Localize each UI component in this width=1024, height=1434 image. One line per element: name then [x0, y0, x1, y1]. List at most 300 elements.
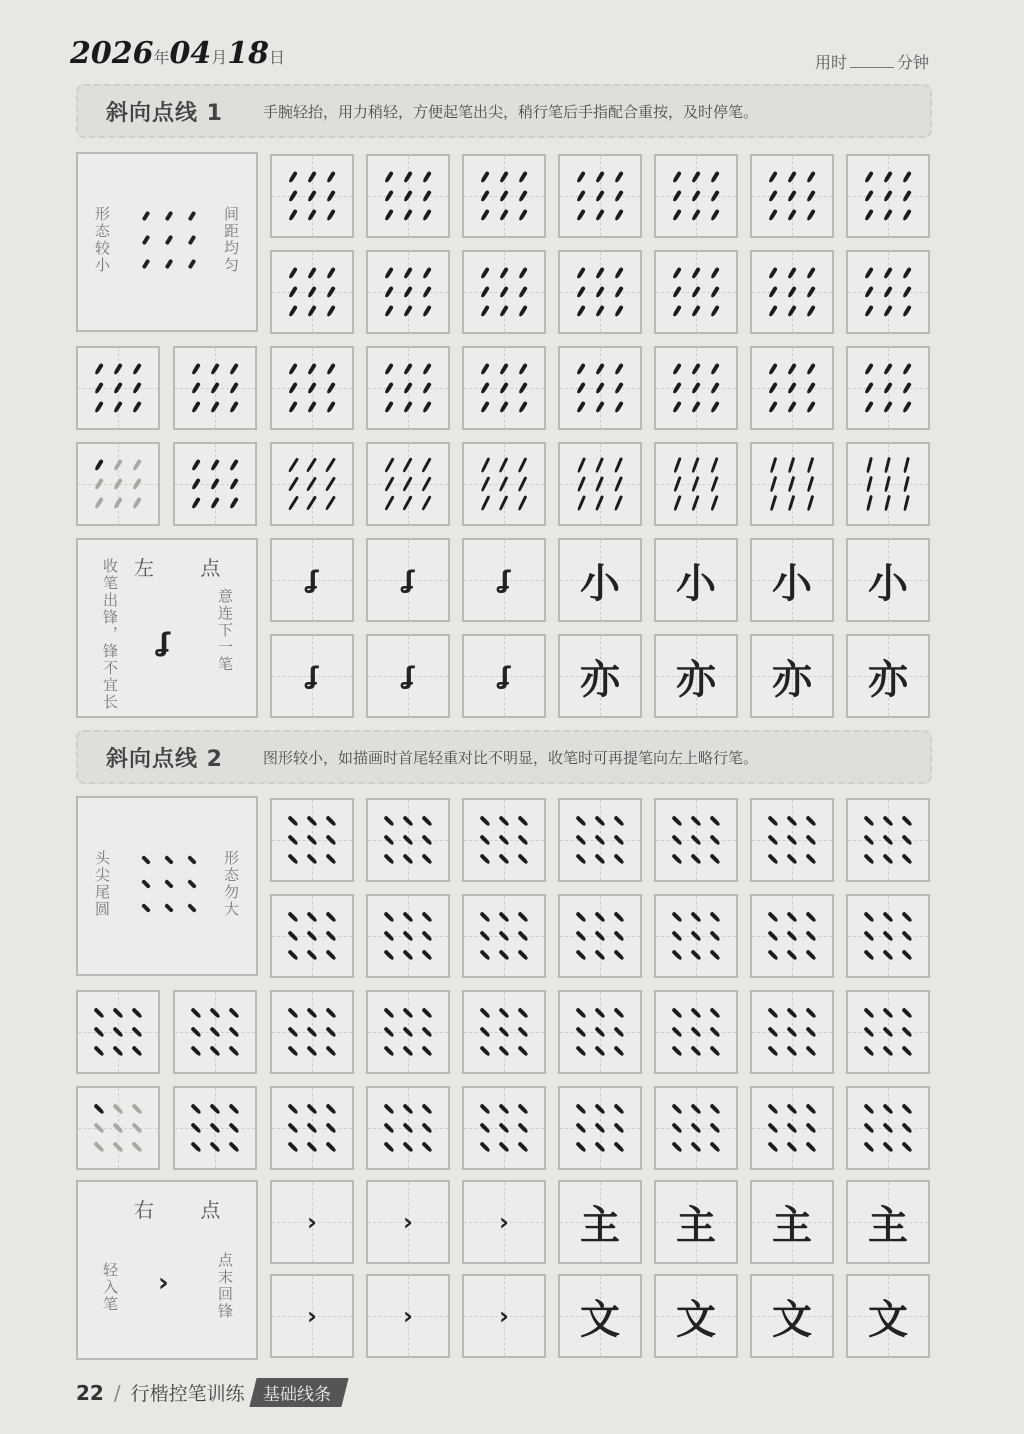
dot-mark [783, 168, 802, 187]
dot-mark [687, 475, 706, 494]
practice-cell[interactable] [846, 990, 930, 1074]
dot-mark [303, 301, 322, 320]
dot-mark [783, 945, 802, 964]
dot-mark [783, 1119, 802, 1138]
practice-cell[interactable] [366, 1086, 450, 1170]
footer-divider: / [113, 1380, 121, 1405]
dot-mark [303, 205, 322, 224]
practice-cell[interactable] [366, 154, 450, 238]
dot-mark [513, 456, 532, 475]
dot-mark [380, 849, 399, 868]
dot-mark [513, 849, 532, 868]
practice-cell[interactable] [846, 1180, 930, 1264]
practice-cell[interactable] [366, 538, 450, 622]
practice-cell[interactable] [846, 346, 930, 430]
dot-mark [187, 1137, 206, 1156]
year-value: 2026 [70, 36, 154, 71]
practice-cell[interactable] [750, 154, 834, 238]
dot-mark [495, 397, 514, 416]
practice-cell[interactable] [750, 634, 834, 718]
dot-mark [109, 456, 128, 475]
dot-mark [879, 475, 898, 494]
practice-cell[interactable] [750, 538, 834, 622]
dot-mark [513, 812, 532, 831]
demo-box-2 [76, 796, 258, 976]
stroke-trace: ʆ [305, 662, 319, 690]
practice-cell[interactable] [366, 1180, 450, 1264]
dot-mark [668, 493, 687, 512]
dot-mark [127, 1100, 146, 1119]
dot-pattern [476, 456, 532, 512]
dot-mark [321, 927, 340, 946]
practice-cell[interactable] [558, 990, 642, 1074]
dot-mark [224, 1041, 243, 1060]
day-value: 18 [227, 36, 270, 71]
dot-mark [897, 831, 916, 850]
practice-cell[interactable] [462, 154, 546, 238]
dot-pattern [380, 456, 436, 512]
dot-mark [591, 908, 610, 927]
practice-cell[interactable] [366, 442, 450, 526]
practice-cell[interactable] [750, 990, 834, 1074]
practice-cell[interactable] [750, 1180, 834, 1264]
dot-mark [801, 205, 820, 224]
dot-mark [897, 456, 916, 475]
practice-cell[interactable] [76, 346, 160, 430]
dot-mark [90, 1041, 109, 1060]
practice-cell[interactable] [270, 442, 354, 526]
dot-mark [303, 397, 322, 416]
practice-cell[interactable] [654, 538, 738, 622]
practice-cell[interactable] [462, 346, 546, 430]
dot-mark [764, 168, 783, 187]
dot-pattern [380, 908, 436, 964]
dot-mark [801, 831, 820, 850]
practice-cell[interactable] [76, 442, 160, 526]
dot-mark [303, 945, 322, 964]
dot-mark [513, 301, 532, 320]
dot-pattern [380, 264, 436, 320]
dot-mark [687, 168, 706, 187]
dot-pattern [187, 360, 243, 416]
practice-cell[interactable] [654, 1274, 738, 1358]
dot-pattern [284, 168, 340, 224]
dot-mark [801, 1004, 820, 1023]
dot-mark [591, 1041, 610, 1060]
dot-mark [668, 1119, 687, 1138]
practice-cell[interactable] [846, 1086, 930, 1170]
stroke-trace: › [499, 1208, 509, 1236]
dot-mark [609, 812, 628, 831]
dot-mark [705, 1137, 724, 1156]
practice-cell[interactable] [846, 1274, 930, 1358]
dot-mark [705, 1119, 724, 1138]
practice-cell[interactable] [76, 1086, 160, 1170]
dot-mark [206, 1119, 225, 1138]
practice-cell[interactable] [270, 154, 354, 238]
dot-mark [860, 945, 879, 964]
dot-mark [897, 360, 916, 379]
dot-mark [764, 205, 783, 224]
practice-cell[interactable] [558, 442, 642, 526]
dot-mark [879, 945, 898, 964]
demo-dot-grid [134, 204, 204, 276]
dot-mark [513, 1041, 532, 1060]
practice-cell[interactable] [654, 894, 738, 978]
practice-cell[interactable] [846, 442, 930, 526]
dot-mark [801, 187, 820, 206]
time-blank[interactable] [850, 67, 894, 68]
dot-mark [303, 475, 322, 494]
practice-cell[interactable] [270, 894, 354, 978]
dot-mark [591, 493, 610, 512]
dot-mark [417, 812, 436, 831]
practice-cell[interactable] [270, 538, 354, 622]
dot-mark [399, 397, 418, 416]
dot-mark [668, 812, 687, 831]
dot-mark [687, 187, 706, 206]
practice-cell[interactable] [654, 250, 738, 334]
dot-mark [303, 1137, 322, 1156]
dot-mark [399, 475, 418, 494]
dot-mark [591, 1137, 610, 1156]
dot-mark [417, 264, 436, 283]
practice-cell[interactable] [558, 250, 642, 334]
dot-mark [127, 493, 146, 512]
dot-mark [380, 1041, 399, 1060]
practice-cell[interactable] [654, 990, 738, 1074]
dot-pattern [284, 1100, 340, 1156]
dot-mark [321, 301, 340, 320]
dot-mark [764, 187, 783, 206]
dot-mark [860, 908, 879, 927]
dot-mark [687, 205, 706, 224]
dot-mark [897, 1041, 916, 1060]
practice-cell[interactable] [173, 1086, 257, 1170]
practice-cell[interactable] [270, 1180, 354, 1264]
dot-mark [224, 397, 243, 416]
dot-mark [860, 1004, 879, 1023]
dot-mark [860, 360, 879, 379]
dot-mark [668, 1137, 687, 1156]
dot-mark [321, 187, 340, 206]
dot-pattern [90, 360, 146, 416]
demo-tip-right: 形态勿大 [222, 850, 240, 918]
dot-mark [572, 927, 591, 946]
dot-mark [303, 493, 322, 512]
dot-pattern [187, 456, 243, 512]
practice-cell[interactable] [846, 634, 930, 718]
practice-cell[interactable] [846, 798, 930, 882]
dot-pattern [764, 908, 820, 964]
demo-tip-right: 间距均匀 [222, 206, 240, 274]
dot-mark [705, 475, 724, 494]
dot-mark [417, 1023, 436, 1042]
dot-mark [668, 849, 687, 868]
dot-mark [668, 168, 687, 187]
character-trace: 亦 [580, 655, 620, 703]
dot-mark [860, 283, 879, 302]
dot-mark [417, 283, 436, 302]
practice-cell[interactable] [750, 250, 834, 334]
dot-mark [109, 1023, 128, 1042]
dot-mark [609, 945, 628, 964]
practice-cell[interactable] [270, 990, 354, 1074]
dot-pattern [380, 1004, 436, 1060]
dot-pattern [572, 264, 628, 320]
dot-mark [705, 812, 724, 831]
dot-mark [495, 1100, 514, 1119]
dot-mark [668, 379, 687, 398]
stroke-mark: ʆ [156, 628, 171, 658]
dot-mark [860, 1023, 879, 1042]
practice-cell[interactable] [462, 250, 546, 334]
dot-mark [668, 1023, 687, 1042]
practice-cell[interactable] [654, 1180, 738, 1264]
dot-pattern [860, 908, 916, 964]
dot-mark [284, 379, 303, 398]
dot-mark [187, 397, 206, 416]
practice-cell[interactable] [462, 442, 546, 526]
dot-mark [495, 360, 514, 379]
dot-mark [687, 360, 706, 379]
dot-mark [284, 908, 303, 927]
dot-mark [609, 493, 628, 512]
dot-mark [206, 1137, 225, 1156]
dot-mark [476, 908, 495, 927]
practice-cell[interactable] [366, 990, 450, 1074]
practice-cell[interactable] [750, 798, 834, 882]
dot-mark [495, 1023, 514, 1042]
practice-cell[interactable] [270, 1086, 354, 1170]
dot-mark [476, 168, 495, 187]
dot-mark [206, 397, 225, 416]
practice-cell[interactable] [366, 634, 450, 718]
practice-cell[interactable] [846, 538, 930, 622]
character-trace: 主 [868, 1201, 908, 1249]
dot-mark [495, 475, 514, 494]
practice-cell[interactable] [750, 894, 834, 978]
dot-mark [303, 849, 322, 868]
practice-cell[interactable] [558, 1180, 642, 1264]
practice-cell[interactable] [270, 798, 354, 882]
dot-mark [495, 1137, 514, 1156]
practice-cell[interactable] [366, 798, 450, 882]
dot-pattern [284, 1004, 340, 1060]
dot-mark [860, 1119, 879, 1138]
dot-mark [801, 812, 820, 831]
dot-mark [495, 945, 514, 964]
practice-cell[interactable] [750, 442, 834, 526]
dot-mark [764, 264, 783, 283]
practice-cell[interactable] [846, 154, 930, 238]
section-title: 斜向点线 1 [106, 100, 223, 126]
dot-mark [90, 1137, 109, 1156]
dot-mark [897, 927, 916, 946]
practice-cell[interactable] [462, 1274, 546, 1358]
dot-mark [513, 927, 532, 946]
practice-cell[interactable] [750, 1274, 834, 1358]
practice-cell[interactable] [558, 798, 642, 882]
dot-mark [321, 1100, 340, 1119]
dot-mark [321, 264, 340, 283]
practice-cell[interactable] [654, 1086, 738, 1170]
dot-mark [897, 812, 916, 831]
dot-mark [399, 1023, 418, 1042]
dot-mark [513, 187, 532, 206]
dot-mark [609, 1041, 628, 1060]
practice-cell[interactable] [750, 1086, 834, 1170]
dot-mark [495, 812, 514, 831]
practice-cell[interactable] [462, 1180, 546, 1264]
practice-cell[interactable] [270, 346, 354, 430]
dot-pattern [668, 1004, 724, 1060]
practice-cell[interactable] [366, 250, 450, 334]
character-trace: 文 [580, 1295, 620, 1343]
practice-cell[interactable] [173, 346, 257, 430]
section-tag [249, 1378, 348, 1407]
dot-mark [609, 831, 628, 850]
practice-cell[interactable] [462, 894, 546, 978]
practice-cell[interactable] [462, 1086, 546, 1170]
dot-mark [109, 1100, 128, 1119]
dot-mark [476, 1004, 495, 1023]
dot-mark [783, 301, 802, 320]
practice-cell[interactable] [654, 798, 738, 882]
dot-mark [303, 927, 322, 946]
character-trace: 亦 [772, 655, 812, 703]
stroke-name: 左 点 [134, 556, 241, 580]
practice-cell[interactable] [750, 346, 834, 430]
dot-mark [783, 360, 802, 379]
dot-pattern [90, 1100, 146, 1156]
dot-mark [476, 187, 495, 206]
dot-pattern [668, 360, 724, 416]
dot-mark [572, 1004, 591, 1023]
practice-cell[interactable] [654, 154, 738, 238]
dot-mark [399, 456, 418, 475]
dot-mark [897, 475, 916, 494]
dot-mark [668, 264, 687, 283]
practice-cell[interactable] [558, 346, 642, 430]
dot-mark [513, 1023, 532, 1042]
dot-mark [705, 379, 724, 398]
dot-mark [801, 1023, 820, 1042]
practice-cell[interactable] [558, 894, 642, 978]
practice-cell[interactable] [558, 1086, 642, 1170]
dot-mark [476, 283, 495, 302]
dot-mark [801, 264, 820, 283]
dot-mark [224, 475, 243, 494]
dot-pattern [764, 360, 820, 416]
dot-pattern [284, 812, 340, 868]
dot-mark [705, 945, 724, 964]
dot-mark [609, 908, 628, 927]
dot-mark [879, 1023, 898, 1042]
practice-cell[interactable] [462, 990, 546, 1074]
dot-mark [284, 264, 303, 283]
dot-mark [801, 908, 820, 927]
dot-mark [687, 1119, 706, 1138]
dot-mark [609, 205, 628, 224]
dot-pattern [668, 908, 724, 964]
dot-mark [860, 927, 879, 946]
practice-cell[interactable] [846, 250, 930, 334]
practice-cell[interactable] [366, 1274, 450, 1358]
dot-mark [476, 456, 495, 475]
practice-cell[interactable] [558, 634, 642, 718]
dot-mark [764, 475, 783, 494]
dot-mark [860, 1137, 879, 1156]
dot-pattern [860, 264, 916, 320]
dot-mark [687, 849, 706, 868]
dot-mark [668, 475, 687, 494]
dot-mark [572, 493, 591, 512]
dot-mark [591, 945, 610, 964]
dot-pattern [380, 168, 436, 224]
practice-cell[interactable] [558, 1274, 642, 1358]
dot-mark [668, 945, 687, 964]
dot-mark [668, 456, 687, 475]
practice-cell[interactable] [270, 1274, 354, 1358]
practice-cell[interactable] [654, 442, 738, 526]
dot-mark [417, 493, 436, 512]
dot-mark [284, 1100, 303, 1119]
practice-cell[interactable] [846, 894, 930, 978]
dot-mark [609, 1023, 628, 1042]
dot-mark [187, 1004, 206, 1023]
dot-mark [572, 456, 591, 475]
practice-cell[interactable] [76, 990, 160, 1074]
practice-cell[interactable] [173, 442, 257, 526]
practice-cell[interactable] [366, 894, 450, 978]
practice-cell[interactable] [270, 634, 354, 718]
stroke-demo-box-2 [76, 1180, 258, 1360]
dot-mark [380, 475, 399, 494]
dot-mark [879, 1004, 898, 1023]
dot-mark [897, 945, 916, 964]
practice-cell[interactable] [462, 634, 546, 718]
dot-mark [705, 397, 724, 416]
practice-cell[interactable] [654, 634, 738, 718]
dot-mark [764, 456, 783, 475]
dot-mark [668, 360, 687, 379]
dot-mark [303, 1041, 322, 1060]
dot-mark [801, 168, 820, 187]
practice-cell[interactable] [270, 250, 354, 334]
dot-mark [476, 1100, 495, 1119]
dot-mark [513, 1137, 532, 1156]
practice-cell[interactable] [462, 538, 546, 622]
dot-mark [572, 1023, 591, 1042]
dot-mark [783, 205, 802, 224]
dot-mark [284, 927, 303, 946]
dot-mark [783, 493, 802, 512]
dot-mark [668, 831, 687, 850]
practice-cell[interactable] [654, 346, 738, 430]
dot-mark [705, 1041, 724, 1060]
practice-cell[interactable] [462, 798, 546, 882]
practice-cell[interactable] [558, 538, 642, 622]
dot-mark [705, 1004, 724, 1023]
dot-mark [513, 397, 532, 416]
dot-pattern [380, 1100, 436, 1156]
dot-mark [591, 831, 610, 850]
practice-cell[interactable] [173, 990, 257, 1074]
practice-cell[interactable] [558, 154, 642, 238]
practice-cell[interactable] [366, 346, 450, 430]
dot-pattern [860, 456, 916, 512]
